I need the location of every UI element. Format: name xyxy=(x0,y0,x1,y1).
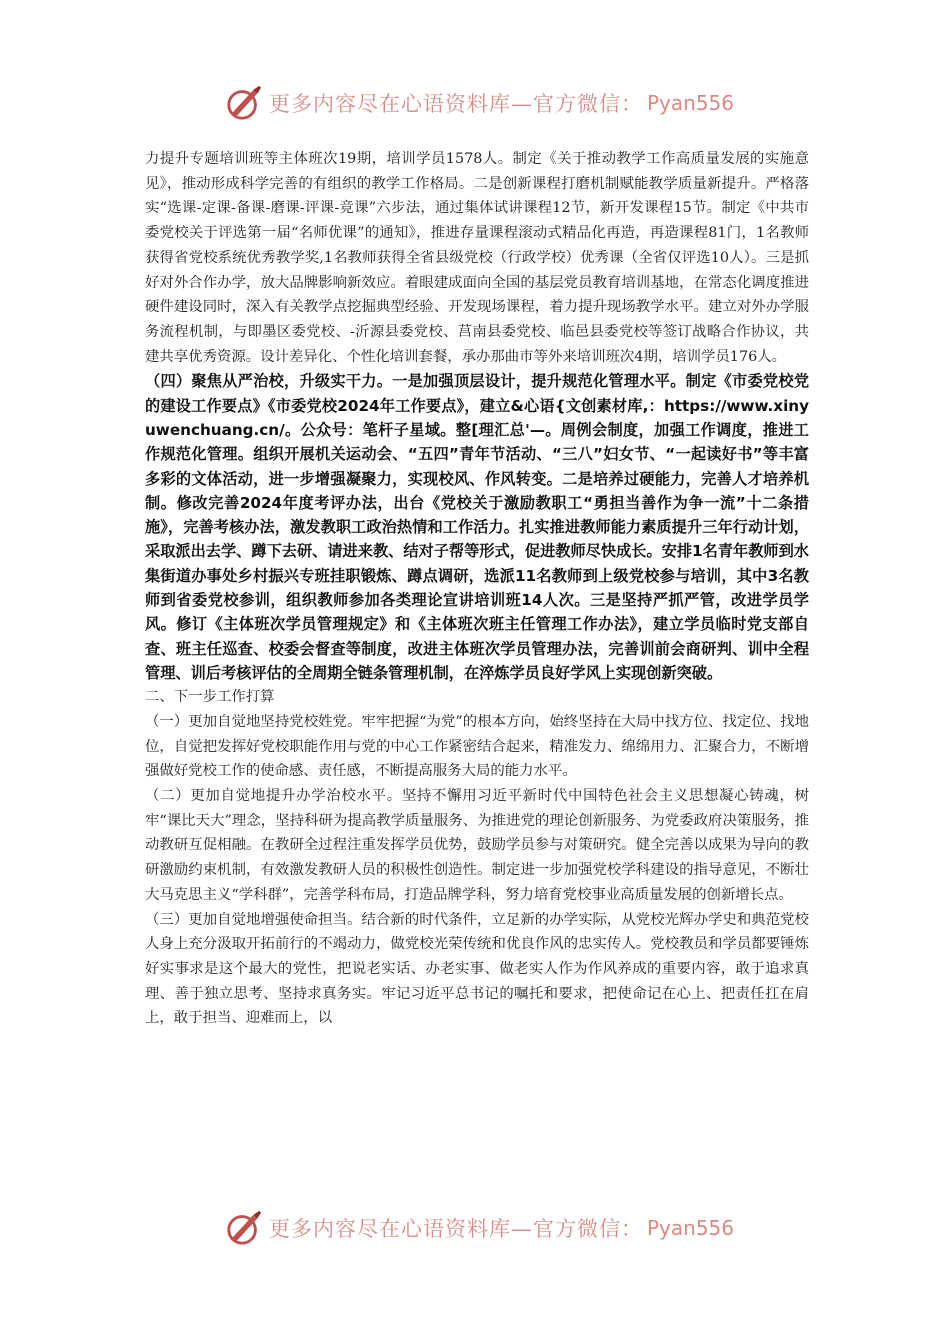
pen-logo-icon xyxy=(225,1209,263,1247)
pen-logo-icon xyxy=(225,84,263,122)
paragraph-1: 力提升专题培训班等主体班次19期，培训学员1578人。制定《关于推动教学工作高质量发展的实施意见》，推动形成科学完善的有组织的教学工作格局。二是创新课程打磨机制赋能教学质量新提升。严格落实“选课-定课-备课-磨课-评课-竞课”六步法，通过集体试讲课程12节，新开发课程15节。制定《中共市委党校关于评选第一届“名师优课”的通知》，推进存量课程滚动式精品化再造，再造课程81门，1名教师获得省党校系统优秀教学奖,1名教师获得全省县级党校（行政学校）优秀课（全省仅评选10人）。三是抓好对外合作办学，放大品牌影响新效应。着眼建成面向全国的基层党员教育培训基地，在常态化调度推进硬件建设同时，深入有关教学点挖掘典型经验、开发现场课程，着力提升现场教学水平。建立对外办学服务流程机制，与即墨区委党校、-沂源县委党校、莒南县委党校、临邑县委党校等签订战略合作协议，共建共享优秀资源。设计差异化、个性化培训套餐，承办那曲市等外来培训班次4期，培训学员176人。 xyxy=(145,151,810,365)
document-body xyxy=(145,147,809,1031)
section-heading: 二、下一步工作打算 xyxy=(145,689,275,706)
watermark-handle: Pyan556 xyxy=(647,91,735,115)
paragraph-5: （三）更加自觉地增强使命担当。结合新的时代条件，立足新的办学实际，从党校光辉办学史和典范党校人身上充分汲取开拓前行的不竭动力，做党校光荣传统和优良作风的忠实传人。党校教员和学员都要锤炼好实事求是这个最大的党性，把说老实话、办老实事、做老实人作为作风养成的重要内容，敢于追求真理、善于独立思考、坚持求真务实。牢记习近平总书记的嘱托和要求，把使命记在心上、把责任扛在肩上，敢于担当、迎难而上，以 xyxy=(145,911,809,1027)
paragraph-3: （一）更加自觉地坚持党校姓党。牢牢把握“为党”的根本方向，始终坚持在大局中找方位、找定位、找地位，自觉把发挥好党校职能作用与党的中心工作紧密结合起来，精准发力、绵绵用力、汇聚合力，不断增强做好党校工作的使命感、责任感，不断提高服务大局的能力水平。 xyxy=(145,713,809,780)
paragraph-2-bold: （四）聚焦从严治校，升级实干力。一是加强顶层设计，提升规范化管理水平。制定《市委党校党的建设工作要点》《市委党校2024年工作要点》，建立&心语{文创素材库,：https://www.xinyuwenchuang.cn/。公众号：笔杆子星域。整[理汇总'—。周例会制度，加强工作调度，推进工作规范化管理。组织开展机关运动会、“五四”青年节活动、“三八”妇女节、“一起读好书”等丰富多彩的文体活动，进一步增强凝聚力，实现校风、作风转变。二是培养过硬能力，完善人才培养机制。修改完善2024年度考评办法，出台《党校关于激励教职工“勇担当善作为争一流”十二条措施》，完善考核办法，激发教职工政治热情和工作活力。扎实推进教师能力素质提升三年行动计划，采取派出去学、蹲下去研、请进来教、结对子帮等形式，促进教师尽快成长。安排1名青年教师到水集街道办事处乡村振兴专班挂职锻炼、蹲点调研，选派11名教师到上级党校参与培训，其中3名教师到省委党校参训，组织教师参加各类理论宣讲培训班14人次。三是坚持严抓严管，改进学员学风。修订《主体班次学员管理规定》和《主体班次班主任管理工作办法》，建立学员临时党支部自查、班主任巡查、校委会督查等制度，改进主体班次学员管理办法，完善训前会商研判、训中全程管理、训后考核评估的全周期全链条管理机制，在淬炼学员良好学风上实现创新突破。 xyxy=(145,372,809,682)
paragraph-4: （二）更加自觉地提升办学治校水平。坚持不懈用习近平新时代中国特色社会主义思想凝心铸魂，树牢“课比天大”理念，坚持科研为提高教学质量服务、为推进党的理论创新服务、为党委政府决策服务，推动教研互促相融。在教研全过程注重发挥学员优势，鼓励学员参与对策研究。健全完善以成果为导向的教研激励约束机制，有效激发教研人员的积极性创造性。制定进一步加强党校学科建设的指导意见，不断壮大马克思主义“学科群”，完善学科布局，打造品牌学科，努力培育党校事业高质量发展的创新增长点。 xyxy=(145,788,809,903)
watermark-text: 更多内容尽在心语资料库—官方微信： xyxy=(269,92,643,116)
watermark-banner-bottom xyxy=(225,1207,745,1249)
watermark-banner-top xyxy=(225,82,745,124)
watermark-handle: Pyan556 xyxy=(647,1216,735,1240)
watermark-text: 更多内容尽在心语资料库—官方微信： xyxy=(269,1217,643,1241)
